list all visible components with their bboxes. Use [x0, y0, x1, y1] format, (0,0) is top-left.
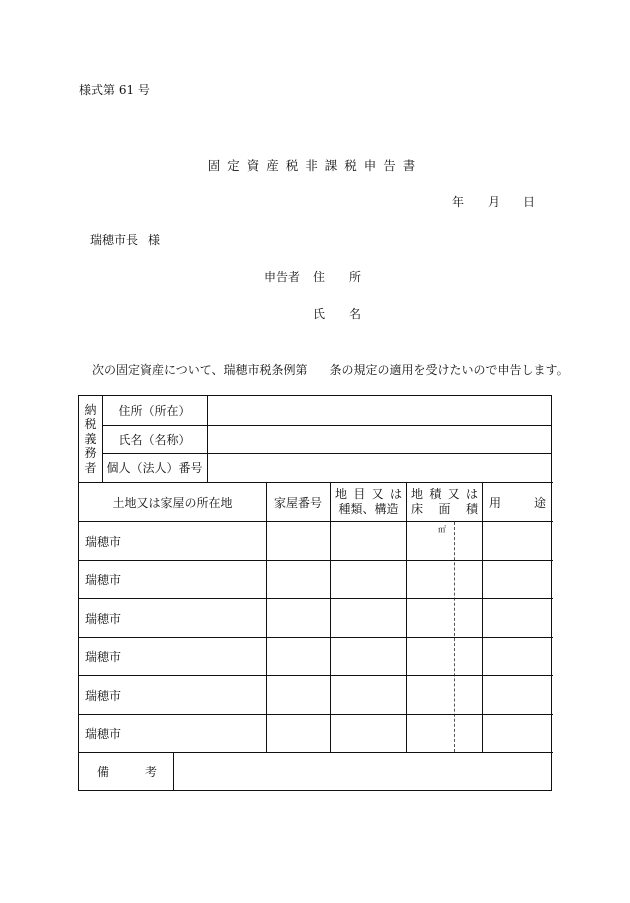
square-meter-unit: ㎡: [438, 525, 446, 534]
location-header: 土地又は家屋の所在地: [112, 495, 233, 510]
addressee: [90, 231, 160, 248]
taxpayer-number-label: 個人（法人）番号: [106, 461, 203, 475]
declarant-name-label: 氏 名: [313, 307, 362, 321]
taxpayer-name-input[interactable]: [208, 425, 552, 453]
statement-part1: 次の固定資産について、瑞穂市税条例第: [92, 363, 308, 377]
form-number: 様式第 61 号: [79, 83, 150, 97]
addressee-name: 瑞穂市長: [90, 233, 139, 247]
taxpayer-address-label: 住所（所在）: [118, 404, 191, 418]
property-row-3-location[interactable]: 瑞穂市: [85, 611, 122, 626]
property-row-4-location[interactable]: 瑞穂市: [85, 650, 122, 664]
statement-text: [92, 361, 569, 378]
declarant-label: 申告者: [264, 270, 301, 284]
declarant-address-label: 住 所: [313, 270, 362, 284]
taxpayer-name-label: 氏名（名称）: [118, 432, 191, 447]
date-month-label: 月: [488, 195, 501, 209]
property-row-6-location[interactable]: 瑞穂市: [85, 727, 122, 741]
remarks-input[interactable]: [174, 753, 552, 790]
taxpayer-group-label: 納 税 義 務 者: [84, 402, 97, 475]
remarks-label: 備 考: [97, 765, 157, 779]
taxpayer-number-input[interactable]: [208, 453, 552, 482]
house-number-header: 家屋番号: [273, 495, 322, 510]
usage-header: 用 途: [489, 495, 546, 510]
category-header: 地 目 又 は 種類、構造: [335, 487, 402, 516]
statement-part2: 条の規定の適用を受けたいので申告します。: [329, 363, 569, 377]
date-year-label: 年: [452, 195, 465, 209]
area-header: 地 積 又 は 床 面 積: [411, 487, 478, 516]
taxpayer-address-input[interactable]: [208, 396, 552, 425]
date-day-label: 日: [523, 195, 536, 209]
property-row-5-location[interactable]: 瑞穂市: [85, 688, 122, 703]
property-row-2-location[interactable]: 瑞穂市: [85, 573, 122, 587]
page-title: 固定資産税非課税申告書: [207, 158, 423, 173]
property-row-1-location[interactable]: 瑞穂市: [85, 534, 122, 549]
declaration-form: [78, 395, 552, 791]
addressee-honorific: 様: [148, 233, 161, 247]
